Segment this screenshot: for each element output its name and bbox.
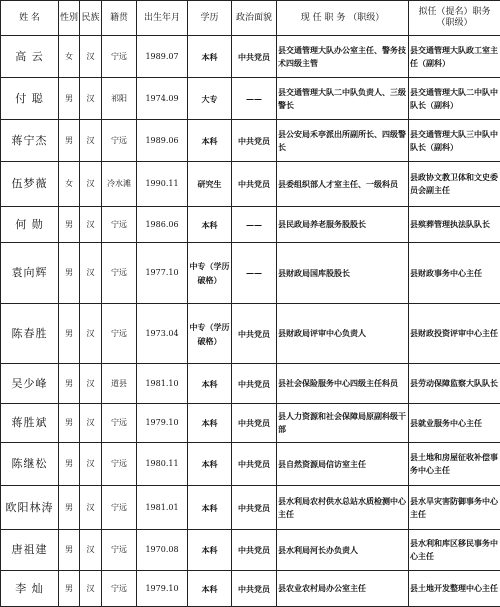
person-name-cell: 陈继松: [1, 443, 59, 486]
ethnicity-cell: 汉: [80, 78, 102, 120]
ethnicity-cell: 汉: [80, 120, 102, 162]
current-post-cell: 县财政局评审中心负责人: [277, 304, 409, 364]
nominated-post-cell: 县交通管理大队三中队中队长（副科）: [409, 120, 500, 162]
table-row: [1, 486, 500, 530]
education-cell: 本科: [188, 36, 232, 78]
person-name-cell: 李 灿: [1, 571, 59, 607]
current-post-cell: 县公安局禾亭派出所副所长、四级警长: [277, 120, 409, 162]
gender-cell: 男: [59, 207, 80, 243]
ethnicity-cell: 汉: [80, 404, 102, 443]
person-name-cell: 付 聪: [1, 78, 59, 120]
person-name-cell: 吴少峰: [1, 364, 59, 404]
ethnicity-cell: 汉: [80, 571, 102, 607]
person-name-cell: 袁向辉: [1, 243, 59, 304]
origin-cell: 宁远: [102, 404, 137, 443]
origin-cell: 宁远: [102, 120, 137, 162]
current-post-cell: 县水利局农村供水总站水质检测中心主任: [277, 486, 409, 530]
gender-cell: 女: [59, 162, 80, 207]
current-post-cell: 县社会保险服务中心四级主任科员: [277, 364, 409, 404]
table-row: [1, 364, 500, 404]
birth-date-cell: 1973.04: [137, 304, 188, 364]
education-cell: 研究生: [188, 162, 232, 207]
birth-date-cell: 1986.06: [137, 207, 188, 243]
birth-date-cell: 1989.07: [137, 36, 188, 78]
political-status-cell: 中共党员: [232, 530, 277, 571]
political-status-cell: 中共党员: [232, 36, 277, 78]
table-row: [1, 404, 500, 443]
table-row: [1, 207, 500, 243]
header-row: [1, 1, 500, 36]
education-cell: 本科: [188, 443, 232, 486]
origin-cell: 宁远: [102, 530, 137, 571]
ethnicity-cell: 汉: [80, 243, 102, 304]
ethnicity-cell: 汉: [80, 364, 102, 404]
birth-date-cell: 1981.10: [137, 364, 188, 404]
birth-date-cell: 1979.10: [137, 404, 188, 443]
current-post-cell: 县财政局国库股股长: [277, 243, 409, 304]
table-row: [1, 36, 500, 78]
header-birth: 出生年月: [137, 1, 188, 36]
origin-cell: 宁远: [102, 443, 137, 486]
person-name-cell: 蒋宁杰: [1, 120, 59, 162]
table-row: [1, 162, 500, 207]
header-gender: 性别: [59, 1, 80, 36]
political-status-cell: 中共党员: [232, 443, 277, 486]
education-cell: 本科: [188, 364, 232, 404]
origin-cell: 宁远: [102, 243, 137, 304]
gender-cell: 男: [59, 243, 80, 304]
birth-date-cell: 1970.08: [137, 530, 188, 571]
header-current-post: 现 任 职 务 （职级）: [277, 1, 409, 36]
education-cell: 大专: [188, 78, 232, 120]
nominated-post-cell: 县水利和库区移民事务中心主任: [409, 530, 500, 571]
political-status-cell: ——: [232, 78, 277, 120]
political-status-cell: 中共党员: [232, 404, 277, 443]
ethnicity-cell: 汉: [80, 486, 102, 530]
person-name-cell: 唐祖建: [1, 530, 59, 571]
table-row: [1, 78, 500, 120]
political-status-cell: 中共党员: [232, 486, 277, 530]
person-name-cell: 伍梦薇: [1, 162, 59, 207]
gender-cell: 男: [59, 364, 80, 404]
political-status-cell: 中共党员: [232, 571, 277, 607]
current-post-cell: 县交通管理大队办公室主任、警务技术四级主管: [277, 36, 409, 78]
origin-cell: 宁远: [102, 571, 137, 607]
origin-cell: 宁远: [102, 207, 137, 243]
ethnicity-cell: 汉: [80, 304, 102, 364]
birth-date-cell: 1990.11: [137, 162, 188, 207]
gender-cell: 男: [59, 78, 80, 120]
ethnicity-cell: 汉: [80, 162, 102, 207]
political-status-cell: 中共党员: [232, 304, 277, 364]
birth-date-cell: 1980.11: [137, 443, 188, 486]
origin-cell: 宁远: [102, 486, 137, 530]
political-status-cell: 中共党员: [232, 364, 277, 404]
nominated-post-cell: 县政协文教卫体和文史委员会副主任: [409, 162, 500, 207]
gender-cell: 男: [59, 486, 80, 530]
person-name-cell: 欧阳林涛: [1, 486, 59, 530]
ethnicity-cell: 汉: [80, 207, 102, 243]
birth-date-cell: 1974.09: [137, 78, 188, 120]
header-education: 学历: [188, 1, 232, 36]
origin-cell: 祁阳: [102, 78, 137, 120]
nominated-post-cell: 县水旱灾害防御事务中心主任: [409, 486, 500, 530]
current-post-cell: 县人力资源和社会保障局原副科级干部: [277, 404, 409, 443]
header-nominated-post: 拟任（提名）职务（职级）: [409, 1, 500, 36]
birth-date-cell: 1979.10: [137, 571, 188, 607]
current-post-cell: 县自然资源局信访室主任: [277, 443, 409, 486]
person-name-cell: 蒋胜斌: [1, 404, 59, 443]
birth-date-cell: 1977.10: [137, 243, 188, 304]
current-post-cell: 县交通管理大队二中队负责人、三级警长: [277, 78, 409, 120]
education-cell: 中专（学历破格）: [188, 304, 232, 364]
gender-cell: 男: [59, 404, 80, 443]
political-status-cell: 中共党员: [232, 120, 277, 162]
person-name-cell: 高 云: [1, 36, 59, 78]
table-row: [1, 243, 500, 304]
birth-date-cell: 1989.06: [137, 120, 188, 162]
education-cell: 本科: [188, 571, 232, 607]
person-name-cell: 陈春胜: [1, 304, 59, 364]
political-status-cell: ——: [232, 243, 277, 304]
gender-cell: 男: [59, 304, 80, 364]
ethnicity-cell: 汉: [80, 36, 102, 78]
nominated-post-cell: 县殡葬管理执法队队长: [409, 207, 500, 243]
origin-cell: 冷水滩: [102, 162, 137, 207]
gender-cell: 女: [59, 36, 80, 78]
header-ethnic: 民族: [80, 1, 102, 36]
gender-cell: 男: [59, 530, 80, 571]
gender-cell: 男: [59, 120, 80, 162]
person-name-cell: 何 勋: [1, 207, 59, 243]
political-status-cell: ——: [232, 207, 277, 243]
origin-cell: 宁远: [102, 36, 137, 78]
education-cell: 本科: [188, 207, 232, 243]
nominated-post-cell: 县土地开发整理中心主任: [409, 571, 500, 607]
birth-date-cell: 1981.01: [137, 486, 188, 530]
origin-cell: 道县: [102, 364, 137, 404]
nominated-post-cell: 县财政事务中心主任: [409, 243, 500, 304]
nominated-post-cell: 县财政投资评审中心主任: [409, 304, 500, 364]
current-post-cell: 县民政局养老服务股股长: [277, 207, 409, 243]
table-row: [1, 120, 500, 162]
nominated-post-cell: 县土地和房屋征收补偿事务中心主任: [409, 443, 500, 486]
table-row: [1, 530, 500, 571]
education-cell: 本科: [188, 530, 232, 571]
ethnicity-cell: 汉: [80, 443, 102, 486]
header-origin: 籍贯: [102, 1, 137, 36]
education-cell: 本科: [188, 404, 232, 443]
education-cell: 中专（学历破格）: [188, 243, 232, 304]
political-status-cell: 中共党员: [232, 162, 277, 207]
origin-cell: 宁远: [102, 304, 137, 364]
current-post-cell: 县水利局河长办负责人: [277, 530, 409, 571]
education-cell: 本科: [188, 486, 232, 530]
nominated-post-cell: 县劳动保障监察大队队长: [409, 364, 500, 404]
table-row: [1, 304, 500, 364]
header-name: 姓 名: [1, 1, 59, 36]
table-row: [1, 443, 500, 486]
header-political: 政治面貌: [232, 1, 277, 36]
table-row: [1, 571, 500, 607]
gender-cell: 男: [59, 443, 80, 486]
gender-cell: 男: [59, 571, 80, 607]
current-post-cell: 县委组织部人才室主任、一级科员: [277, 162, 409, 207]
nominated-post-cell: 县就业服务中心主任: [409, 404, 500, 443]
nominated-post-cell: 县交通管理大队政工室主任（副科）: [409, 36, 500, 78]
education-cell: 本科: [188, 120, 232, 162]
ethnicity-cell: 汉: [80, 530, 102, 571]
nominated-post-cell: 县交通管理大队二中队中队长（副科）: [409, 78, 500, 120]
current-post-cell: 县农业农村局办公室主任: [277, 571, 409, 607]
